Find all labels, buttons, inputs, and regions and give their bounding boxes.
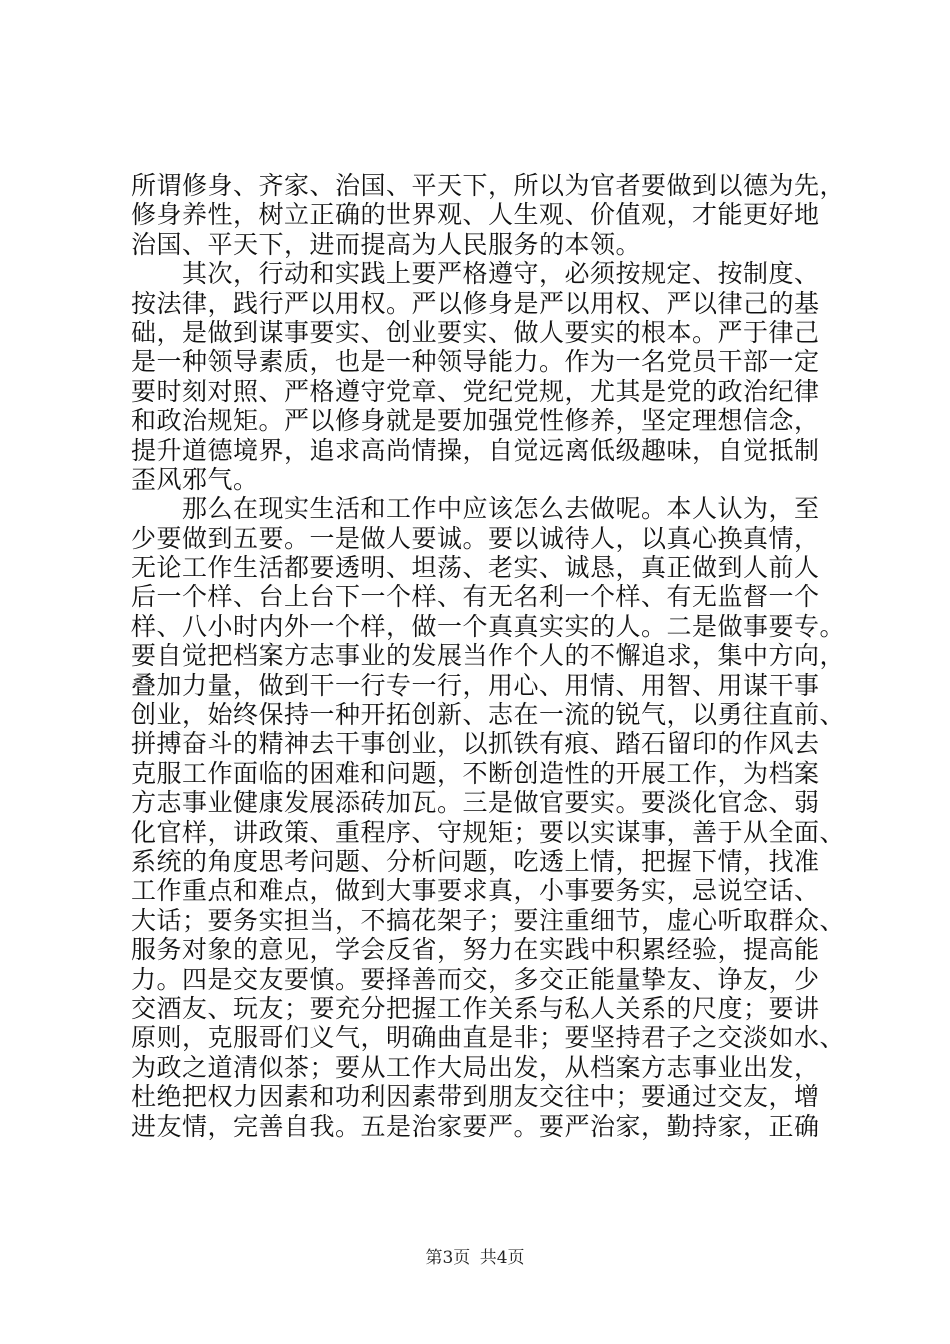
- page-total: 共4页: [479, 1248, 525, 1268]
- text-line: 其次，行动和实践上要严格遵守，必须按规定、按制度、: [182, 259, 820, 289]
- text-line: 工作重点和难点，做到大事要求真，小事要务实，忌说空话、: [131, 876, 820, 906]
- text-line: 创业，始终保持一种开拓创新、志在一流的锐气，以勇往直前、: [131, 700, 846, 730]
- text-line: 拼搏奋斗的精神去干事创业，以抓铁有痕、踏石留印的作风去: [131, 729, 820, 759]
- text-line: 原则，克服哥们义气，明确曲直是非；要坚持君子之交淡如水、: [131, 1023, 846, 1053]
- text-line: 所谓修身、齐家、治国、平天下，所以为官者要做到以德为先，: [131, 171, 846, 200]
- text-line: 大话；要务实担当，不搞花架子；要注重细节，虚心听取群众、: [131, 905, 846, 935]
- text-line: 化官样，讲政策、重程序、守规矩；要以实谋事，善于从全面、: [131, 817, 846, 847]
- text-line: 后一个样、台上台下一个样、有无名利一个样、有无监督一个: [131, 582, 820, 612]
- text-line: 那么在现实生活和工作中应该怎么去做呢。本人认为，至: [182, 494, 820, 524]
- text-line: 治国、平天下，进而提高为人民服务的本领。: [131, 229, 642, 259]
- text-line: 要自觉把档案方志事业的发展当作个人的不懈追求，集中方向，: [131, 641, 846, 671]
- text-line: 为政之道清似茶；要从工作大局出发，从档案方志事业出发，: [131, 1052, 820, 1082]
- text-line: 要时刻对照、严格遵守党章、党纪党规，尤其是党的政治纪律: [131, 376, 820, 406]
- text-line: 力。四是交友要慎。要择善而交，多交正能量挚友、诤友，少: [131, 964, 820, 994]
- text-line: 方志事业健康发展添砖加瓦。三是做官要实。要淡化官念、弱: [131, 788, 820, 818]
- text-line: 叠加力量，做到干一行专一行，用心、用情、用智、用谋干事: [131, 670, 820, 700]
- text-line: 少要做到五要。一是做人要诚。要以诚待人，以真心换真情，: [131, 523, 820, 553]
- text-line: 歪风邪气。: [131, 464, 259, 494]
- page-footer: [0, 1243, 950, 1268]
- text-line: 按法律，践行严以用权。严以修身是严以用权、严以律己的基: [131, 288, 820, 318]
- text-line: 杜绝把权力因素和功利因素带到朋友交往中；要通过交友，增: [131, 1082, 820, 1112]
- text-line: 是一种领导素质，也是一种领导能力。作为一名党员干部一定: [131, 347, 820, 377]
- text-line: 系统的角度思考问题、分析问题，吃透上情，把握下情，找准: [131, 846, 820, 876]
- text-line: 提升道德境界，追求高尚情操，自觉远离低级趣味，自觉抵制: [131, 435, 820, 465]
- text-line: 修身养性，树立正确的世界观、人生观、价值观，才能更好地: [131, 200, 820, 230]
- text-line: 进友情，完善自我。五是治家要严。要严治家，勤持家，正确: [131, 1111, 820, 1141]
- text-line: 础，是做到谋事要实、创业要实、做人要实的根本。严于律己: [131, 317, 820, 347]
- text-line: 克服工作面临的困难和问题，不断创造性的开展工作，为档案: [131, 758, 820, 788]
- page-number: 第3页: [425, 1248, 471, 1268]
- text-line: 无论工作生活都要透明、坦荡、老实、诚恳，真正做到人前人: [131, 553, 820, 583]
- text-line: 样、八小时内外一个样，做一个真真实实的人。二是做事要专。: [131, 611, 846, 641]
- text-line: 服务对象的意见，学会反省，努力在实践中积累经验，提高能: [131, 935, 820, 965]
- document-body: [131, 171, 846, 1141]
- text-line: 和政治规矩。严以修身就是要加强党性修养，坚定理想信念，: [131, 406, 820, 436]
- text-line: 交酒友、玩友；要充分把握工作关系与私人关系的尺度；要讲: [131, 993, 820, 1023]
